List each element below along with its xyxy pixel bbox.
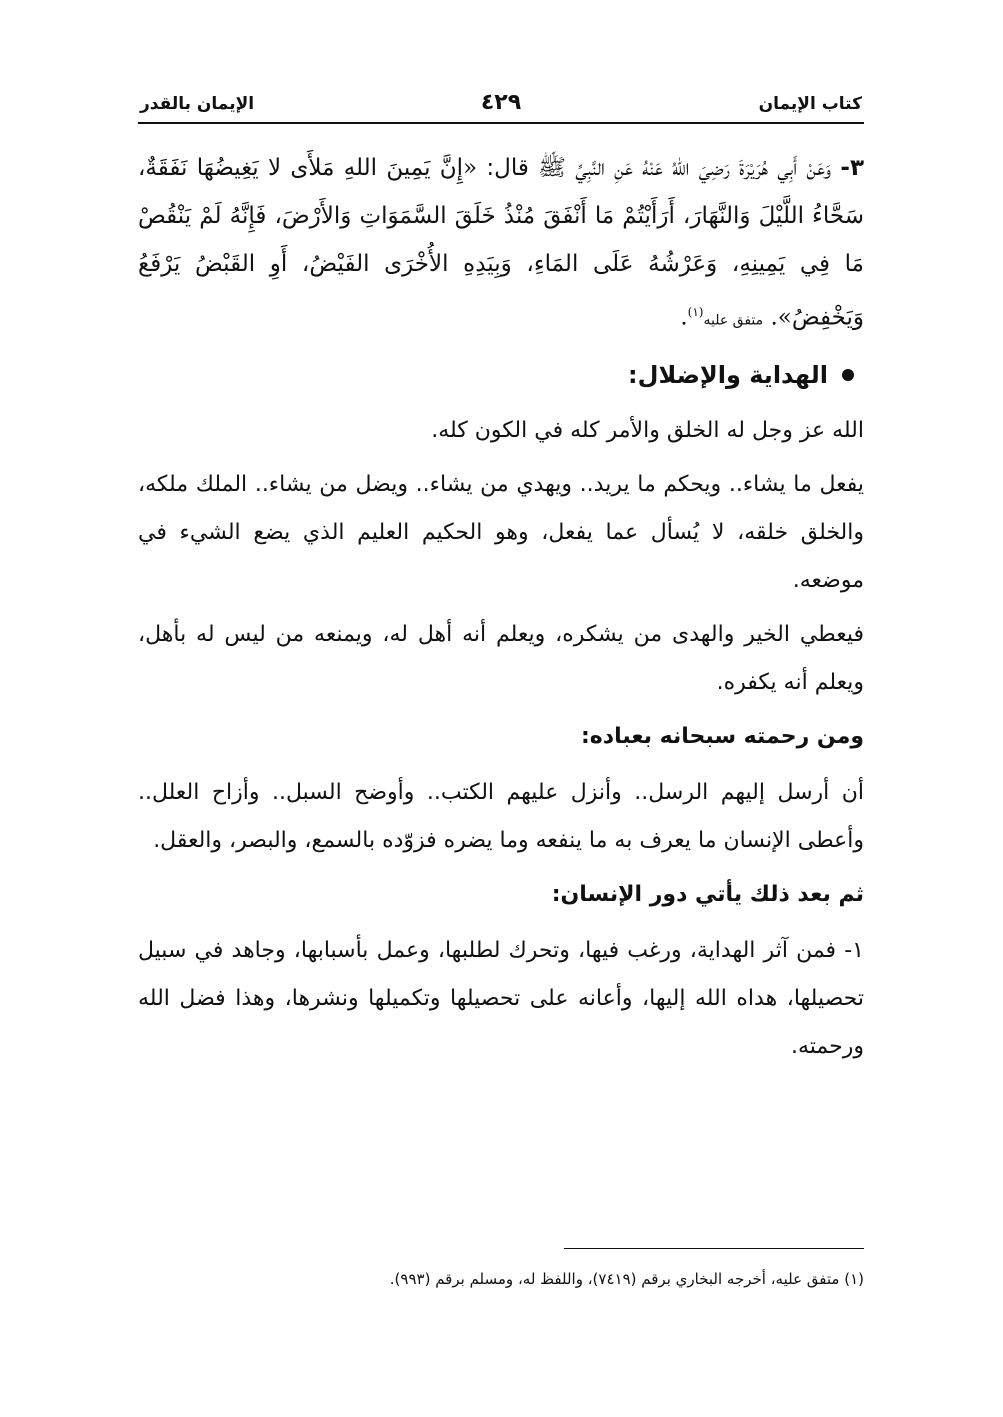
book-page [138, 88, 864, 1338]
section-heading [138, 351, 864, 399]
footnote: (١) متفق عليه، أخرجه البخاري برقم (٧٤١٩)، واللفظ له، ومسلم برقم (٩٩٣). [389, 1270, 864, 1288]
page-body [138, 144, 864, 1077]
paragraph-2: يفعل ما يشاء.. ويحكم ما يريد.. ويهدي من يشاء.. ويضل من يشاء.. الملك ملكه، والخلق خلقه، لا يُسأل عما يفعل، وهو الحكيم العليم الذي يضع الشيء في موضعه. [138, 471, 864, 593]
bullet-icon [842, 369, 854, 381]
numbered-point-1: ١- فمن آثر الهداية، ورغب فيها، وتحرك لطلبها، وعمل بأسبابها، وجاهد في سبيل تحصيلها، هداه الله إليها، وأعانه على تحصيلها وتكميلها ونشرها، وهذا فضل الله ورحمته. [138, 937, 864, 1059]
hadith-end: . [680, 304, 688, 331]
hadith-source: متفق عليه [703, 312, 764, 329]
header-chapter-title: الإيمان بالقدر [140, 94, 255, 114]
section-title: الهداية والإضلال: [628, 360, 828, 389]
hadith-paragraph [138, 144, 864, 345]
salutation-glyph: ﷺ [538, 155, 566, 181]
role-heading: ثم بعد ذلك يأتي دور الإنسان: [551, 881, 864, 907]
paragraph-1: الله عز وجل له الخلق والأمر كله في الكون كله. [431, 417, 864, 443]
hadith-narrator: وَعَنْ أَبِي هُرَيْرَةَ رَضِيَ اللهُ عَنْهُ عَنِ النَّبِيِّ [575, 155, 832, 181]
header-book-title: كتاب الإيمان [758, 94, 862, 114]
running-header [138, 88, 864, 124]
footnote-reference[interactable]: (١) [687, 305, 704, 319]
hadith-says: قال: [486, 155, 529, 181]
paragraph-3: فيعطي الخير والهدى من يشكره، ويعلم أنه أهل له، ويمنعه من ليس له بأهل، ويعلم أنه يكفره. [138, 621, 864, 695]
mercy-heading: ومن رحمته سبحانه بعباده: [581, 723, 864, 749]
footnote-divider [564, 1248, 864, 1249]
page-number: ٤٢٩ [480, 90, 522, 115]
hadith-number: ٣- [840, 155, 864, 181]
mercy-paragraph: أن أرسل إليهم الرسل.. وأنزل عليهم الكتب.. وأوضح السبل.. وأزاح العلل.. وأعطى الإنسان ما يعرف به ما ينفعه وما يضره فزوّده بالسمع، والبصر، والعقل. [138, 779, 864, 853]
hadith-text: «إِنَّ يَمِينَ اللهِ مَلأَى لا يَغِيضُهَا نَفَقَةٌ، سَحَّاءُ اللَّيْلَ وَالنَّهَارَ، أَرَأَيْتُمْ مَا أَنْفَقَ مُنْذُ خَلَقَ السَّمَوَاتِ وَالأَرْضَ، فَإِنَّهُ لَمْ يَنْقُصْ مَا فِي يَمِينِهِ، وَعَرْشُهُ عَلَى المَاءِ، وَبِيَدِهِ الأُخْرَى الفَيْضُ، أَوِ القَبْضُ يَرْفَعُ وَيَخْفِضُ». [138, 155, 864, 331]
